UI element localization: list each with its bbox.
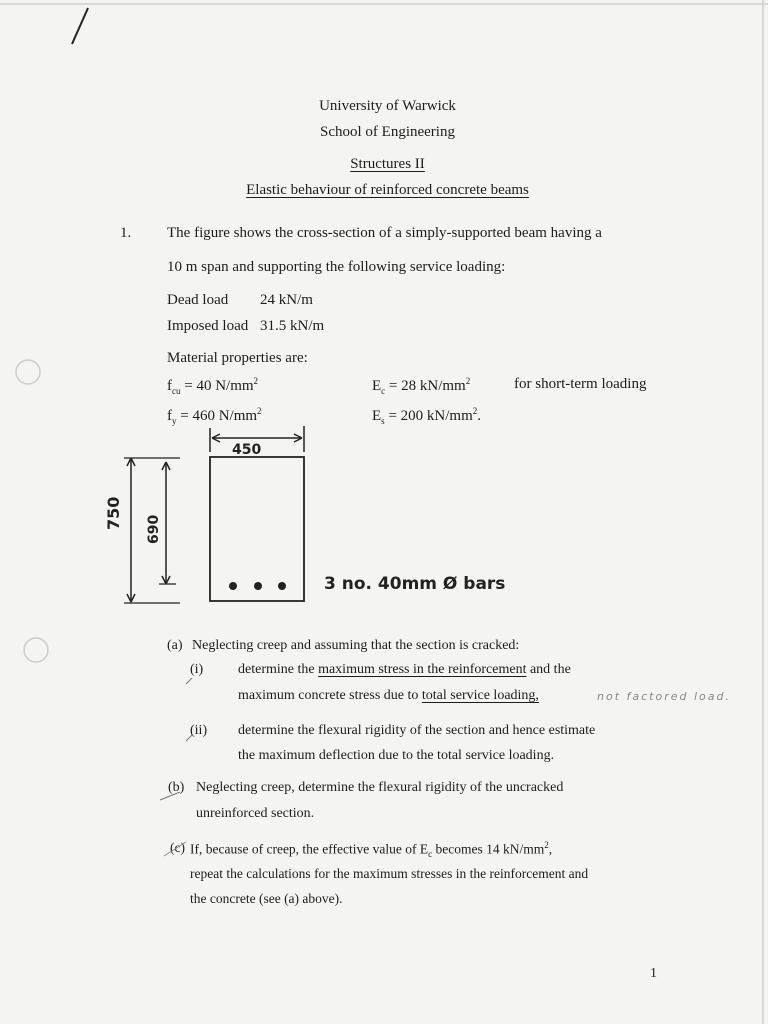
part-c-label: (c) <box>170 840 185 855</box>
ec-property: $E_c = 28$ $kN/mm^2$ <box>372 376 471 396</box>
es-property: $E_s = 200$ $kN/mm^2$. <box>372 406 481 426</box>
part-b-label: (b) <box>168 780 185 795</box>
width-label: 450 <box>232 442 262 458</box>
dead-load-label: Dead load <box>167 292 229 308</box>
underlined-total-loading: total service loading, <box>421 688 539 703</box>
underlined-max-stress: maximum stress in the reinforcement <box>318 662 527 677</box>
part-aii-line-2: the maximum deflection due to the total service loading. <box>238 748 555 763</box>
imposed-load-value: 31.5 kN/m <box>260 318 325 334</box>
module-title: Structures II <box>350 156 425 172</box>
part-aii-label: (ii) <box>190 723 208 738</box>
intro-line-2: 10 m span and supporting the following service loading: <box>167 259 506 275</box>
tick-mark-b <box>160 792 180 800</box>
part-c-line-2: repeat the calculations for the maximum stresses in the reinforcement and <box>190 866 589 881</box>
bars-label: 3 no. 40mm Ø bars <box>324 574 506 594</box>
topic-title: Elastic behaviour of reinforced concrete beams <box>246 182 529 198</box>
short-term-note: for short-term loading <box>514 376 647 392</box>
part-ai-label: (i) <box>190 662 204 677</box>
tick-mark-aii <box>186 735 192 741</box>
material-heading: Material properties are: <box>167 350 308 366</box>
question-number: 1. <box>120 225 132 241</box>
fcu-property: $f_{cu} = 40$ $N/mm^2$ <box>167 376 259 396</box>
part-a-text: Neglecting creep and assuming that the section is cracked: <box>192 638 520 653</box>
dead-load-value: 24 kN/m <box>260 292 313 308</box>
part-c-line-3: the concrete (see (a) above). <box>190 891 343 906</box>
part-aii-line-1: determine the flexural rigidity of the section and hence estimate <box>238 723 596 738</box>
tick-mark-c <box>164 842 186 856</box>
part-b-line-2: unreinforced section. <box>196 806 315 821</box>
handwritten-annotation: not factored load. <box>597 690 731 703</box>
tick-mark-ai <box>186 678 192 684</box>
depth-label: 690 <box>146 514 162 544</box>
height-label: 750 <box>104 496 123 530</box>
fy-property: $f_y = 460$ $N/mm^2$ <box>167 406 262 426</box>
school-name: School of Engineering <box>320 124 455 140</box>
intro-line-1: The figure shows the cross-section of a simply-supported beam having a <box>167 225 602 241</box>
imposed-load-label: Imposed load <box>167 318 249 334</box>
part-a-label: (a) <box>167 638 183 653</box>
part-ai-line-1: determine the maximum stress in the reinforcement and the <box>238 662 571 677</box>
part-ai-line-2: maximum concrete stress due to total service loading, <box>238 688 539 703</box>
part-b-line-1: Neglecting creep, determine the flexural rigidity of the uncracked <box>196 780 564 795</box>
university-name: University of Warwick <box>319 98 456 114</box>
part-c-line-1: If, because of creep, the effective value of $E_c$ becomes 14 $kN/mm^2$, <box>190 840 553 860</box>
page-number: 1 <box>650 966 657 981</box>
